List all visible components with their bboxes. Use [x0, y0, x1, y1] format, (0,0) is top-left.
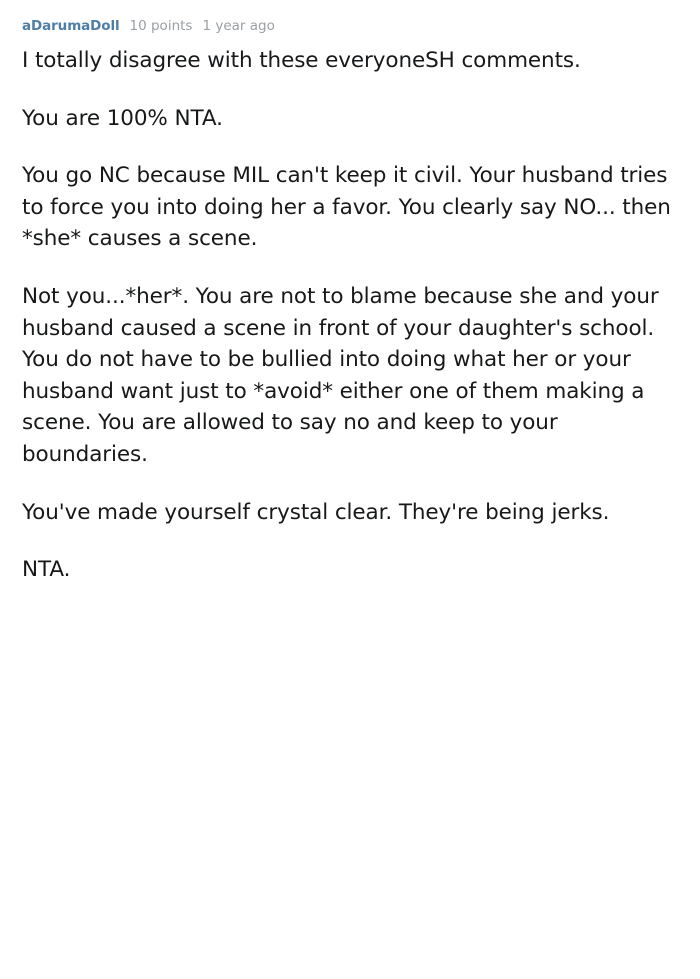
comment-timestamp: 1 year ago — [202, 18, 275, 34]
comment-author[interactable]: aDarumaDoll — [22, 18, 120, 34]
comment-paragraph: Not you...*her*. You are not to blame because she and your husband caused a scene in front of your daughter's school. You do not have to be bullied into doing what her or your husband want just to *avoid* either one of them making a scene. You are allowed to say no and keep to your boundaries. — [22, 283, 659, 467]
comment-paragraph: NTA. — [22, 557, 71, 583]
comment-paragraph: You go NC because MIL can't keep it civil. Your husband tries to force you into doing her a favor. You clearly say NO... then *she* causes a scene. — [22, 163, 671, 252]
comment-paragraph: You are 100% NTA. — [22, 105, 223, 131]
comment-meta — [22, 18, 678, 34]
comment-paragraph: You've made yourself crystal clear. They're being jerks. — [22, 499, 610, 525]
comment-body — [22, 45, 678, 586]
comment-paragraph: I totally disagree with these everyoneSH comments. — [22, 48, 581, 73]
comment-points: 10 points — [129, 18, 193, 34]
